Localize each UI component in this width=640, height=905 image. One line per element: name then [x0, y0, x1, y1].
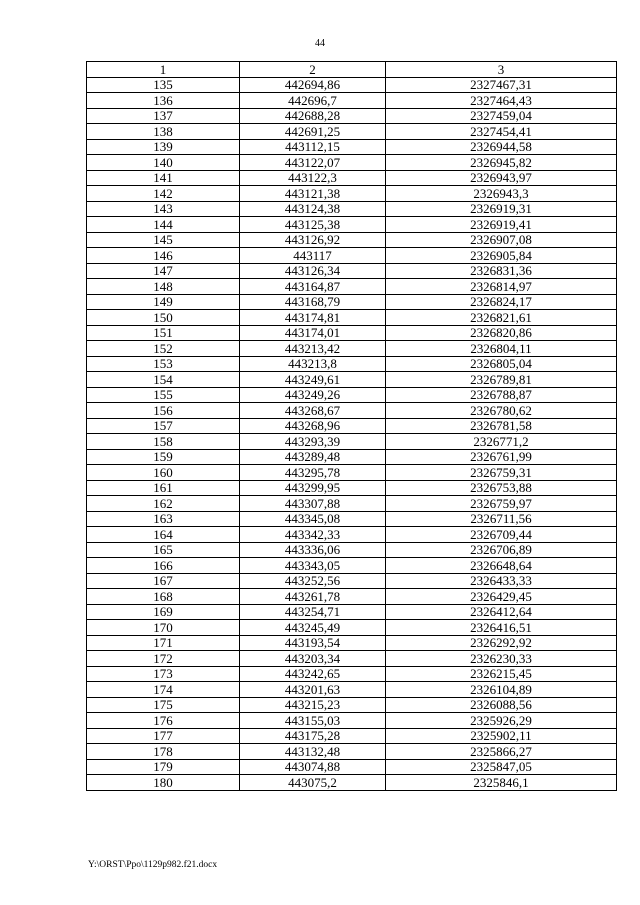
table-cell: 443124,38: [240, 201, 386, 217]
table-cell: 136: [87, 93, 240, 109]
table-cell: 443203,34: [240, 651, 386, 667]
table-cell: 2326789,81: [386, 372, 617, 388]
table-cell: 2326215,45: [386, 666, 617, 682]
table-cell: 175: [87, 697, 240, 713]
table-cell: 135: [87, 77, 240, 93]
page-number: 44: [315, 38, 325, 49]
table-cell: 443174,81: [240, 310, 386, 326]
table-cell: 2326761,99: [386, 449, 617, 465]
footer-file-path: Y:\ORST\Ppo\1129p982.f21.docx: [88, 860, 218, 870]
table-cell: 141: [87, 170, 240, 186]
table-cell: 443307,88: [240, 496, 386, 512]
table-cell: 2326429,45: [386, 589, 617, 605]
table-cell: 2326821,61: [386, 310, 617, 326]
table-cell: 2326945,82: [386, 155, 617, 171]
table-cell: 140: [87, 155, 240, 171]
table-cell: 2326805,04: [386, 356, 617, 372]
table-row: [87, 511, 617, 527]
table-row: [87, 604, 617, 620]
table-cell: 154: [87, 372, 240, 388]
table-cell: 142: [87, 186, 240, 202]
table-cell: 2325846,1: [386, 775, 617, 791]
table-cell: 2326943,97: [386, 170, 617, 186]
table-cell: 2326919,31: [386, 201, 617, 217]
table-cell: 442696,7: [240, 93, 386, 109]
table-cell: 443342,33: [240, 527, 386, 543]
table-row: [87, 496, 617, 512]
table-row: [87, 759, 617, 775]
table-row: [87, 651, 617, 667]
table-cell: 2326943,3: [386, 186, 617, 202]
table-cell: 2326905,84: [386, 248, 617, 264]
table-cell: 2326433,33: [386, 573, 617, 589]
table-row: [87, 713, 617, 729]
table-cell: 153: [87, 356, 240, 372]
table-cell: 167: [87, 573, 240, 589]
table-cell: 443112,15: [240, 139, 386, 155]
table-cell: 443345,08: [240, 511, 386, 527]
table-cell: 2325902,11: [386, 728, 617, 744]
table-cell: 165: [87, 542, 240, 558]
table-cell: 2326907,08: [386, 232, 617, 248]
table-cell: 139: [87, 139, 240, 155]
table-cell: 143: [87, 201, 240, 217]
table-cell: 443242,65: [240, 666, 386, 682]
table-cell: 443268,67: [240, 403, 386, 419]
table-header-row: [87, 62, 617, 78]
table-row: [87, 279, 617, 295]
table-cell: 443075,2: [240, 775, 386, 791]
table-cell: 2326230,33: [386, 651, 617, 667]
table-cell: 171: [87, 635, 240, 651]
table-cell: 442691,25: [240, 124, 386, 140]
table-cell: 443174,01: [240, 325, 386, 341]
table-cell: 166: [87, 558, 240, 574]
table-cell: 148: [87, 279, 240, 295]
table-row: [87, 480, 617, 496]
table-row: [87, 434, 617, 450]
table-cell: 177: [87, 728, 240, 744]
table-cell: 442694,86: [240, 77, 386, 93]
table-cell: 443122,07: [240, 155, 386, 171]
table-cell: 2325866,27: [386, 744, 617, 760]
table-cell: 443268,96: [240, 418, 386, 434]
table-row: [87, 155, 617, 171]
table-row: [87, 449, 617, 465]
table-cell: 179: [87, 759, 240, 775]
table-row: [87, 744, 617, 760]
table-cell: 144: [87, 217, 240, 233]
table-cell: 2327464,43: [386, 93, 617, 109]
table-row: [87, 403, 617, 419]
table-cell: 2326788,87: [386, 387, 617, 403]
table-cell: 443074,88: [240, 759, 386, 775]
table-cell: 2326648,64: [386, 558, 617, 574]
table-cell: 174: [87, 682, 240, 698]
table-cell: 159: [87, 449, 240, 465]
table-cell: 157: [87, 418, 240, 434]
table-cell: 150: [87, 310, 240, 326]
table-cell: 168: [87, 589, 240, 605]
table-cell: 443126,92: [240, 232, 386, 248]
table-cell: 2325847,05: [386, 759, 617, 775]
table-cell: 149: [87, 294, 240, 310]
table-cell: 2326706,89: [386, 542, 617, 558]
table-cell: 2326780,62: [386, 403, 617, 419]
table-row: [87, 310, 617, 326]
table-cell: 2326944,58: [386, 139, 617, 155]
table-cell: 180: [87, 775, 240, 791]
table-row: [87, 248, 617, 264]
table-cell: 2326709,44: [386, 527, 617, 543]
table-cell: 160: [87, 465, 240, 481]
table-cell: 443122,3: [240, 170, 386, 186]
table-cell: 443164,87: [240, 279, 386, 295]
table-row: [87, 418, 617, 434]
table-row: [87, 341, 617, 357]
table-cell: 443175,28: [240, 728, 386, 744]
table-cell: 443155,03: [240, 713, 386, 729]
column-header: 1: [87, 62, 240, 78]
table-row: [87, 573, 617, 589]
table-cell: 443201,63: [240, 682, 386, 698]
table-row: [87, 124, 617, 140]
table-row: [87, 170, 617, 186]
table-row: [87, 775, 617, 791]
table-cell: 2326824,17: [386, 294, 617, 310]
table-cell: 145: [87, 232, 240, 248]
table-cell: 443336,06: [240, 542, 386, 558]
table-row: [87, 356, 617, 372]
table-cell: 443299,95: [240, 480, 386, 496]
table-row: [87, 325, 617, 341]
table-cell: 443215,23: [240, 697, 386, 713]
table-row: [87, 139, 617, 155]
table-cell: 2326759,97: [386, 496, 617, 512]
table-cell: 2326919,41: [386, 217, 617, 233]
table-row: [87, 697, 617, 713]
table-cell: 2327467,31: [386, 77, 617, 93]
table-row: [87, 372, 617, 388]
table-cell: 2327454,41: [386, 124, 617, 140]
table-cell: 442688,28: [240, 108, 386, 124]
table-row: [87, 108, 617, 124]
table-cell: 443343,05: [240, 558, 386, 574]
table-cell: 443293,39: [240, 434, 386, 450]
table-row: [87, 558, 617, 574]
table-cell: 162: [87, 496, 240, 512]
table-cell: 178: [87, 744, 240, 760]
table-cell: 2326759,31: [386, 465, 617, 481]
table-cell: 2326820,86: [386, 325, 617, 341]
table-row: [87, 294, 617, 310]
table-cell: 169: [87, 604, 240, 620]
table-cell: 443126,34: [240, 263, 386, 279]
table-cell: 2326814,97: [386, 279, 617, 295]
table-cell: 443289,48: [240, 449, 386, 465]
table-cell: 443249,61: [240, 372, 386, 388]
table-cell: 2325926,29: [386, 713, 617, 729]
table-row: [87, 217, 617, 233]
table-cell: 443132,48: [240, 744, 386, 760]
table-cell: 2326804,11: [386, 341, 617, 357]
table-row: [87, 77, 617, 93]
table-cell: 443193,54: [240, 635, 386, 651]
table-cell: 164: [87, 527, 240, 543]
table-row: [87, 232, 617, 248]
table-cell: 443295,78: [240, 465, 386, 481]
table-cell: 147: [87, 263, 240, 279]
table-row: [87, 263, 617, 279]
table-cell: 443168,79: [240, 294, 386, 310]
table-cell: 138: [87, 124, 240, 140]
table-row: [87, 728, 617, 744]
table-row: [87, 186, 617, 202]
table-cell: 137: [87, 108, 240, 124]
coordinates-table: [86, 61, 617, 791]
table-cell: 2326771,2: [386, 434, 617, 450]
table-cell: 2326831,36: [386, 263, 617, 279]
table-body: [87, 77, 617, 790]
table-cell: 152: [87, 341, 240, 357]
table-cell: 2326412,64: [386, 604, 617, 620]
table-cell: 443252,56: [240, 573, 386, 589]
table-row: [87, 201, 617, 217]
table-cell: 170: [87, 620, 240, 636]
table-cell: 173: [87, 666, 240, 682]
table-cell: 443213,42: [240, 341, 386, 357]
table-cell: 155: [87, 387, 240, 403]
table-cell: 161: [87, 480, 240, 496]
table-cell: 2326711,56: [386, 511, 617, 527]
table-row: [87, 666, 617, 682]
table-row: [87, 465, 617, 481]
table-cell: 146: [87, 248, 240, 264]
column-header: 2: [240, 62, 386, 78]
table-cell: 156: [87, 403, 240, 419]
table-cell: 163: [87, 511, 240, 527]
table-row: [87, 542, 617, 558]
table-cell: 443121,38: [240, 186, 386, 202]
column-header: 3: [386, 62, 617, 78]
table-cell: 443213,8: [240, 356, 386, 372]
table-cell: 2326088,56: [386, 697, 617, 713]
table-cell: 172: [87, 651, 240, 667]
table-cell: 2326416,51: [386, 620, 617, 636]
table-row: [87, 93, 617, 109]
table-row: [87, 589, 617, 605]
table-row: [87, 387, 617, 403]
table-row: [87, 682, 617, 698]
table-cell: 151: [87, 325, 240, 341]
table-cell: 2326104,89: [386, 682, 617, 698]
table-cell: 2326781,58: [386, 418, 617, 434]
table-cell: 443249,26: [240, 387, 386, 403]
table-cell: 158: [87, 434, 240, 450]
table-cell: 2326753,88: [386, 480, 617, 496]
table-cell: 443125,38: [240, 217, 386, 233]
table-row: [87, 620, 617, 636]
table-cell: 443261,78: [240, 589, 386, 605]
table-cell: 176: [87, 713, 240, 729]
table-cell: 443254,71: [240, 604, 386, 620]
table-cell: 443117: [240, 248, 386, 264]
table-cell: 443245,49: [240, 620, 386, 636]
table-cell: 2327459,04: [386, 108, 617, 124]
table-row: [87, 635, 617, 651]
table-cell: 2326292,92: [386, 635, 617, 651]
table-row: [87, 527, 617, 543]
